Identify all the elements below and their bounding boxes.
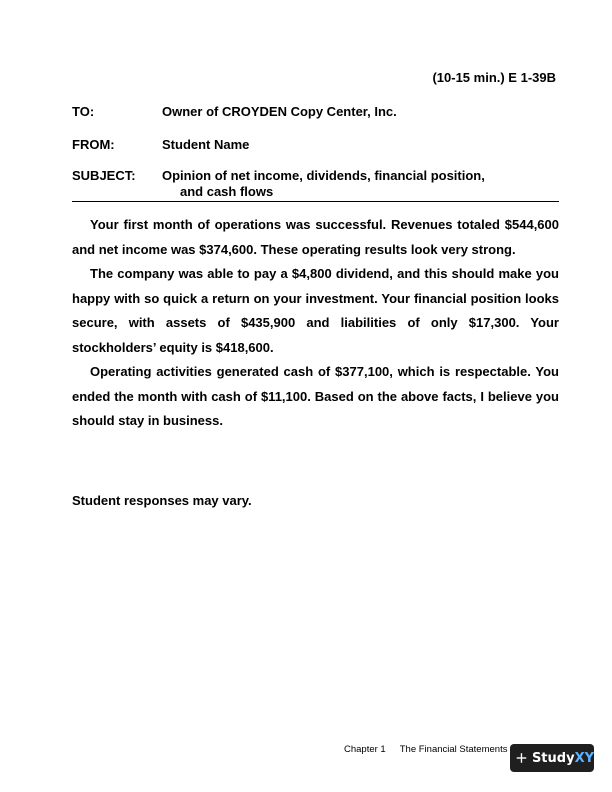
body-paragraph-1: Your first month of operations was successful. Revenues totaled $544,600 and net income was $374,600. These operating results look very strong. [72, 217, 559, 257]
body-paragraph-3: Operating activities generated cash of $377,100, which is respectable. You ended the month with cash of $11,100. Based on the above facts, I believe you should stay in business. [72, 364, 559, 428]
memo-subject-value [162, 168, 485, 200]
plus-icon [516, 750, 527, 766]
memo-subject-line-2: and cash flows [180, 184, 274, 199]
badge-brand-accent: XY [574, 750, 594, 766]
page-footer [344, 744, 507, 755]
memo-from-label: FROM: [72, 137, 115, 152]
badge-brand-main: Study [531, 750, 575, 766]
closing-note: Student responses may vary. [72, 493, 252, 508]
body-paragraph-2: The company was able to pay a $4,800 dividend, and this should make you happy with so quick a return on your investment. Your financial position looks secure, with assets of $435,900 and liabilities of only $17,300. Your stockholders’ equity is $418,600. [72, 266, 559, 355]
header-divider [72, 201, 559, 202]
memo-body [72, 213, 559, 434]
exercise-reference: (10-15 min.) E 1-39B [432, 70, 556, 85]
memo-to-value: Owner of CROYDEN Copy Center, Inc. [162, 104, 397, 119]
memo-from-value: Student Name [162, 137, 250, 152]
footer-chapter: Chapter 1 [344, 744, 386, 755]
memo-subject-line-1: Opinion of net income, dividends, financial position, [162, 168, 485, 183]
memo-to-label: TO: [72, 104, 95, 119]
studyxy-badge[interactable] [510, 744, 594, 772]
memo-subject-label: SUBJECT: [72, 168, 136, 183]
footer-chapter-title: The Financial Statements [399, 744, 508, 755]
